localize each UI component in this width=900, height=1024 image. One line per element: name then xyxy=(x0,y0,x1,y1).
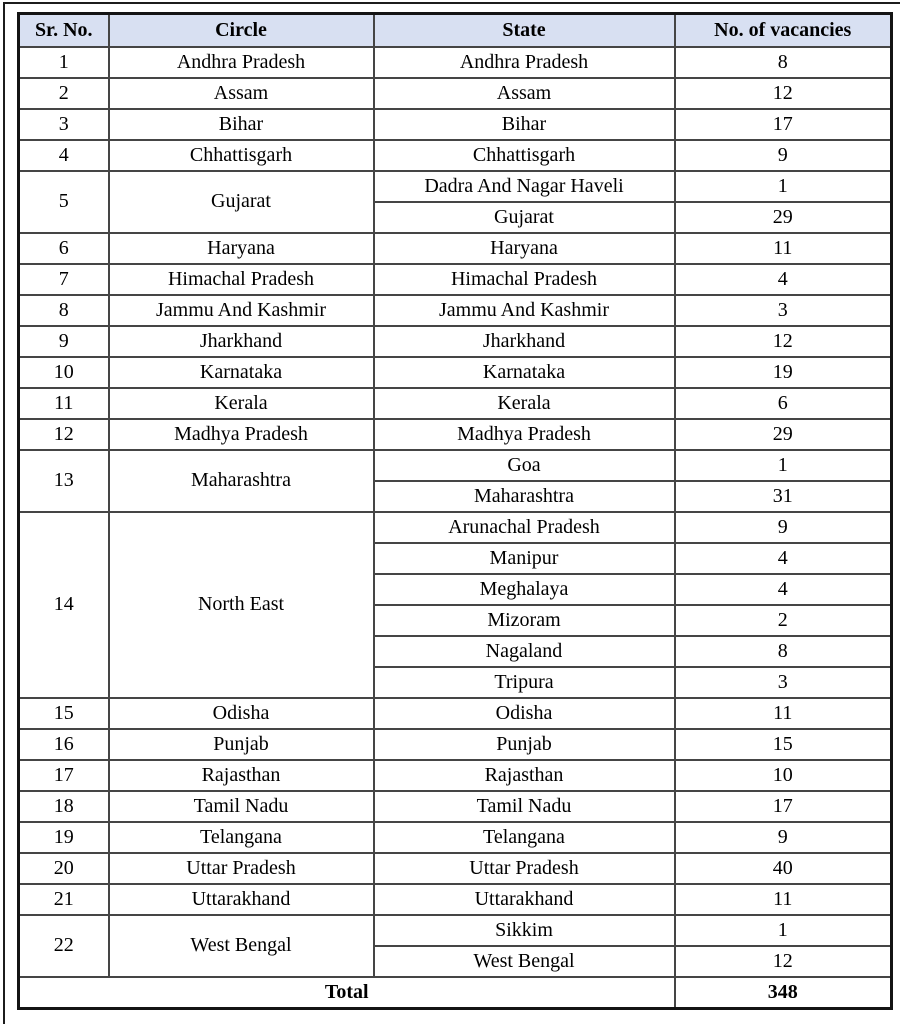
state-cell: Jammu And Kashmir xyxy=(374,295,675,326)
table-header-row xyxy=(19,14,892,47)
state-cell: Dadra And Nagar Haveli xyxy=(374,171,675,202)
vacancies-cell: 11 xyxy=(675,884,892,915)
circle-cell: Bihar xyxy=(109,109,374,140)
total-vacancies-value: 348 xyxy=(675,977,892,1009)
state-cell: Karnataka xyxy=(374,357,675,388)
state-cell: Assam xyxy=(374,78,675,109)
state-cell: Haryana xyxy=(374,233,675,264)
vacancies-cell: 9 xyxy=(675,512,892,543)
state-cell: Madhya Pradesh xyxy=(374,419,675,450)
vacancies-cell: 19 xyxy=(675,357,892,388)
sr-no-cell: 9 xyxy=(19,326,109,357)
table-row xyxy=(19,326,892,357)
vacancies-cell: 12 xyxy=(675,78,892,109)
sr-no-cell: 17 xyxy=(19,760,109,791)
table-row xyxy=(19,78,892,109)
vacancies-cell: 1 xyxy=(675,171,892,202)
circle-cell: Jammu And Kashmir xyxy=(109,295,374,326)
table-row xyxy=(19,915,892,946)
vacancies-cell: 4 xyxy=(675,543,892,574)
table-row xyxy=(19,47,892,78)
state-cell: Telangana xyxy=(374,822,675,853)
circle-cell: Uttar Pradesh xyxy=(109,853,374,884)
table-row xyxy=(19,388,892,419)
state-cell: Odisha xyxy=(374,698,675,729)
vacancies-cell: 8 xyxy=(675,636,892,667)
sr-no-cell: 4 xyxy=(19,140,109,171)
state-cell: Arunachal Pradesh xyxy=(374,512,675,543)
table-row xyxy=(19,853,892,884)
state-cell: Manipur xyxy=(374,543,675,574)
table-row xyxy=(19,264,892,295)
circle-cell: Odisha xyxy=(109,698,374,729)
sr-no-cell: 8 xyxy=(19,295,109,326)
table-body xyxy=(19,47,892,977)
header-sr-no: Sr. No. xyxy=(19,14,109,47)
circle-cell: Andhra Pradesh xyxy=(109,47,374,78)
vacancies-cell: 6 xyxy=(675,388,892,419)
sr-no-cell: 21 xyxy=(19,884,109,915)
table-row xyxy=(19,109,892,140)
circle-cell: Gujarat xyxy=(109,171,374,233)
table-row xyxy=(19,140,892,171)
vacancies-cell: 4 xyxy=(675,264,892,295)
sr-no-cell: 14 xyxy=(19,512,109,698)
sr-no-cell: 2 xyxy=(19,78,109,109)
circle-cell: Maharashtra xyxy=(109,450,374,512)
circle-cell: Chhattisgarh xyxy=(109,140,374,171)
vacancies-cell: 12 xyxy=(675,946,892,977)
vacancies-cell: 10 xyxy=(675,760,892,791)
sr-no-cell: 10 xyxy=(19,357,109,388)
state-cell: Sikkim xyxy=(374,915,675,946)
circle-cell: Tamil Nadu xyxy=(109,791,374,822)
circle-cell: Himachal Pradesh xyxy=(109,264,374,295)
state-cell: Maharashtra xyxy=(374,481,675,512)
state-cell: Jharkhand xyxy=(374,326,675,357)
vacancies-cell: 31 xyxy=(675,481,892,512)
circle-cell: Punjab xyxy=(109,729,374,760)
sr-no-cell: 11 xyxy=(19,388,109,419)
circle-cell: Kerala xyxy=(109,388,374,419)
vacancies-cell: 12 xyxy=(675,326,892,357)
circle-cell: Haryana xyxy=(109,233,374,264)
state-cell: Uttarakhand xyxy=(374,884,675,915)
header-state: State xyxy=(374,14,675,47)
vacancies-cell: 2 xyxy=(675,605,892,636)
vacancies-cell: 11 xyxy=(675,698,892,729)
total-label: Total xyxy=(19,977,675,1009)
vacancies-cell: 17 xyxy=(675,791,892,822)
vacancies-cell: 17 xyxy=(675,109,892,140)
circle-cell: Telangana xyxy=(109,822,374,853)
sr-no-cell: 1 xyxy=(19,47,109,78)
state-cell: Nagaland xyxy=(374,636,675,667)
vacancies-cell: 40 xyxy=(675,853,892,884)
sr-no-cell: 5 xyxy=(19,171,109,233)
state-cell: West Bengal xyxy=(374,946,675,977)
state-cell: Rajasthan xyxy=(374,760,675,791)
table-row xyxy=(19,512,892,543)
table-row xyxy=(19,233,892,264)
state-cell: Goa xyxy=(374,450,675,481)
vacancies-cell: 3 xyxy=(675,295,892,326)
state-cell: Meghalaya xyxy=(374,574,675,605)
total-row xyxy=(19,977,892,1009)
circle-cell: Madhya Pradesh xyxy=(109,419,374,450)
state-cell: Chhattisgarh xyxy=(374,140,675,171)
sr-no-cell: 7 xyxy=(19,264,109,295)
state-cell: Bihar xyxy=(374,109,675,140)
vacancies-cell: 9 xyxy=(675,822,892,853)
state-cell: Gujarat xyxy=(374,202,675,233)
header-vacancies: No. of vacancies xyxy=(675,14,892,47)
circle-cell: North East xyxy=(109,512,374,698)
circle-cell: Jharkhand xyxy=(109,326,374,357)
table-row xyxy=(19,729,892,760)
state-cell: Uttar Pradesh xyxy=(374,853,675,884)
sr-no-cell: 18 xyxy=(19,791,109,822)
vacancies-cell: 1 xyxy=(675,915,892,946)
sr-no-cell: 16 xyxy=(19,729,109,760)
table-row xyxy=(19,760,892,791)
state-cell: Tamil Nadu xyxy=(374,791,675,822)
state-cell: Mizoram xyxy=(374,605,675,636)
table-row xyxy=(19,884,892,915)
vacancies-cell: 15 xyxy=(675,729,892,760)
circle-cell: Rajasthan xyxy=(109,760,374,791)
vacancies-cell: 3 xyxy=(675,667,892,698)
vacancies-cell: 29 xyxy=(675,202,892,233)
table-row xyxy=(19,450,892,481)
header-circle: Circle xyxy=(109,14,374,47)
vacancies-cell: 8 xyxy=(675,47,892,78)
state-cell: Kerala xyxy=(374,388,675,419)
table-row xyxy=(19,357,892,388)
table-footer xyxy=(19,977,892,1009)
sr-no-cell: 6 xyxy=(19,233,109,264)
table-row xyxy=(19,419,892,450)
state-cell: Himachal Pradesh xyxy=(374,264,675,295)
state-cell: Tripura xyxy=(374,667,675,698)
vacancy-table xyxy=(17,12,893,1010)
sr-no-cell: 12 xyxy=(19,419,109,450)
sr-no-cell: 22 xyxy=(19,915,109,977)
sr-no-cell: 20 xyxy=(19,853,109,884)
table-row xyxy=(19,295,892,326)
table-row xyxy=(19,698,892,729)
table-row xyxy=(19,822,892,853)
table-row xyxy=(19,791,892,822)
vacancies-cell: 29 xyxy=(675,419,892,450)
circle-cell: West Bengal xyxy=(109,915,374,977)
sr-no-cell: 19 xyxy=(19,822,109,853)
sr-no-cell: 15 xyxy=(19,698,109,729)
vacancies-cell: 1 xyxy=(675,450,892,481)
state-cell: Andhra Pradesh xyxy=(374,47,675,78)
vacancies-cell: 11 xyxy=(675,233,892,264)
circle-cell: Uttarakhand xyxy=(109,884,374,915)
vacancies-cell: 9 xyxy=(675,140,892,171)
sr-no-cell: 3 xyxy=(19,109,109,140)
table-row xyxy=(19,171,892,202)
sr-no-cell: 13 xyxy=(19,450,109,512)
circle-cell: Karnataka xyxy=(109,357,374,388)
state-cell: Punjab xyxy=(374,729,675,760)
vacancies-cell: 4 xyxy=(675,574,892,605)
circle-cell: Assam xyxy=(109,78,374,109)
